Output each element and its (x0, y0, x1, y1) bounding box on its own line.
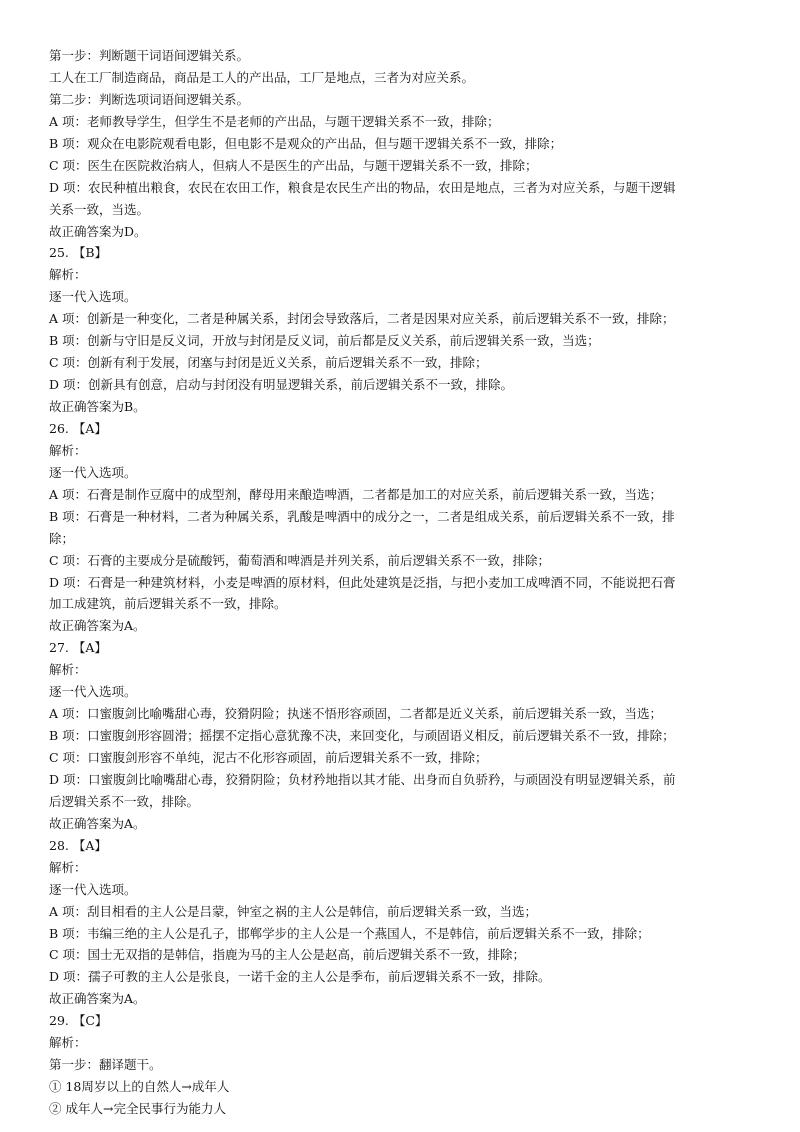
numbered-statement: ② 成年人→完全民事行为能力人 (49, 1101, 226, 1117)
question-heading: 29. 【C】 (49, 1013, 108, 1029)
option-a-line: A 项：刮目相看的主人公是吕蒙，钟室之祸的主人公是韩信，前后逻辑关系一致，当选； (49, 903, 538, 919)
answer-line: 故正确答案为B。 (49, 399, 146, 415)
option-d-line: D 项：石膏是一种建筑材料，小麦是啤酒的原材料，但此处建筑是泛指，与把小麦加工成啤酒不同，不能说把石膏 (49, 574, 676, 590)
answer-line: 故正确答案为A。 (49, 618, 146, 634)
text-line: 后逻辑关系不一致，排除。 (49, 793, 200, 809)
analysis-label: 解析： (49, 442, 87, 458)
question-heading: 27. 【A】 (49, 640, 107, 656)
text-line: 第一步：翻译题干。 (49, 1057, 162, 1073)
text-line: 关系一致，当选。 (49, 201, 150, 217)
option-a-line: A 项：石膏是制作豆腐中的成型剂，酵母用来酿造啤酒，二者都是加工的对应关系，前后逻辑关系一致，当选； (49, 486, 663, 502)
analysis-label: 解析： (49, 267, 87, 283)
option-d-line: D 项：孺子可教的主人公是张良，一诺千金的主人公是季布，前后逻辑关系不一致，排除。 (49, 969, 551, 985)
text-line: 逐一代入选项。 (49, 684, 137, 700)
text-line: 逐一代入选项。 (49, 289, 137, 305)
text-line: 加工成建筑，前后逻辑关系不一致，排除。 (49, 596, 287, 612)
answer-line: 故正确答案为A。 (49, 815, 146, 831)
question-heading: 28. 【A】 (49, 837, 107, 853)
option-d-line: D 项：创新具有创意，启动与封闭没有明显逻辑关系，前后逻辑关系不一致，排除。 (49, 377, 513, 393)
analysis-label: 解析： (49, 1035, 87, 1051)
option-c-line: C 项：石膏的主要成分是硫酸钙，葡萄酒和啤酒是并列关系，前后逻辑关系不一致，排除； (49, 552, 551, 568)
option-c-line: C 项：创新有利于发展，闭塞与封闭是近义关系，前后逻辑关系不一致，排除； (49, 355, 488, 371)
text-line: 第一步：判断题干词语间逻辑关系。 (49, 48, 250, 63)
answer-line: 故正确答案为D。 (49, 223, 147, 239)
text-line: 除； (49, 530, 75, 546)
option-c-line: C 项：医生在医院救治病人，但病人不是医生的产出品，与题干逻辑关系不一致，排除； (49, 157, 538, 173)
option-d-line: D 项：农民种植出粮食，农民在农田工作，粮食是农民生产出的物品，农田是地点，三者为对应关系，与题干逻辑 (49, 179, 676, 195)
option-a-line: A 项：老师教导学生，但学生不是老师的产出品，与题干逻辑关系不一致，排除； (49, 113, 500, 129)
option-b-line: B 项：创新与守旧是反义词，开放与封闭是反义词，前后都是反义关系，前后逻辑关系一致，当选； (49, 333, 600, 349)
text-line: 逐一代入选项。 (49, 464, 137, 480)
option-a-line: A 项：口蜜腹剑比喻嘴甜心毒，狡猾阴险；执迷不悟形容顽固，二者都是近义关系，前后逻辑关系一致，当选； (49, 706, 663, 722)
option-a-line: A 项：创新是一种变化，二者是种属关系，封闭会导致落后，二者是因果对应关系，前后逻辑关系不一致，排除； (49, 311, 675, 327)
analysis-label: 解析： (49, 859, 87, 875)
option-b-line: B 项：石膏是一种材料，二者为种属关系，乳酸是啤酒中的成分之一，二者是组成关系，前后逻辑关系不一致，排 (49, 508, 675, 524)
numbered-statement: ① 18周岁以上的自然人→成年人 (49, 1079, 230, 1095)
text-line: 第二步：判断选项词语间逻辑关系。 (49, 91, 250, 107)
option-b-line: B 项：口蜜腹剑形容圆滑；摇摆不定指心意犹豫不决，来回变化，与顽固语义相反，前后逻辑关系不一致，排除； (49, 728, 675, 744)
answer-line: 故正确答案为A。 (49, 991, 146, 1007)
option-b-line: B 项：韦编三绝的主人公是孔子，邯郸学步的主人公是一个燕国人，不是韩信，前后逻辑关系不一致，排除； (49, 925, 650, 941)
option-c-line: C 项：国士无双指的是韩信，指鹿为马的主人公是赵高，前后逻辑关系不一致，排除； (49, 947, 526, 963)
question-heading: 25. 【B】 (49, 245, 108, 261)
option-b-line: B 项：观众在电影院观看电影，但电影不是观众的产出品，但与题干逻辑关系不一致，排除； (49, 135, 563, 151)
option-d-line: D 项：口蜜腹剑比喻嘴甜心毒，狡猾阴险；负材矜地指以其才能、出身而自负骄矜，与顽固没有明显逻辑关系，前 (49, 771, 676, 787)
question-heading: 26. 【A】 (49, 420, 107, 436)
text-line: 逐一代入选项。 (49, 881, 137, 897)
option-c-line: C 项：口蜜腹剑形容不单纯，泥古不化形容顽固，前后逻辑关系不一致，排除； (49, 750, 488, 766)
analysis-label: 解析： (49, 662, 87, 678)
text-line: 工人在工厂制造商品，商品是工人的产出品，工厂是地点，三者为对应关系。 (49, 69, 475, 85)
